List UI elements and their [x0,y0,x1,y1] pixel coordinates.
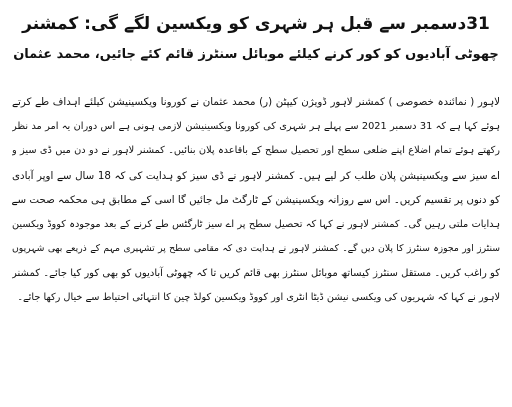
body-line-5: کو دنوں پر تقسیم کریں۔ اس سے روزانہ ویکسینیشن کے ٹارگٹ مل جائیں گا اسی کے مطابق ہی محکمہ صحت سے [12,194,500,206]
body-line-1: لاہور ( نمائندہ خصوصی ) کمشنر لاہور ڈویژن کیپٹن (ر) محمد عثمان نے کورونا ویکسینیشن کیلئے اہداف طے کرتے [12,96,500,108]
body-line-6: ہدایات ملتی رہیں گی۔ کمشنر لاہور نے کہا کہ تحصیل سطح پر اے سیز ٹارگٹس طے کرنے کے بعد موجودہ کووڈ ویکسین [12,218,500,230]
article-headline: 31دسمبر سے قبل ہر شہری کو ویکسین لگے گی: کمشنر [22,14,490,34]
article-body [12,90,500,311]
body-line-4: اے سیز سے ویکسینیشن پلان طلب کر لیے ہیں۔ کمشنر لاہور نے ڈی سیز کو ہدایت کی کہ 18 سال سے اوپر آبادی [12,169,500,182]
body-line-2: ہوئے کہا ہے کہ 31 دسمبر 2021 سے پہلے ہر شہری کی کورونا ویکسینیشن لازمی ہونی ہے اس دوران یہ امر مد نظر [12,120,500,132]
body-line-3: رکھتے ہوئے تمام اضلاع اپنے ضلعی سطح اور تحصیل سطح کے باقاعدہ پلان بنائیں۔ کمشنر لاہور نے دو دن میں ڈی سیز و [12,145,500,156]
body-line-9: لاہور نے کہا کہ شہریوں کی ویکسی نیشن ڈیٹا انٹری اور کووڈ ویکسین کولڈ چین کا انتہائی احتیاط سے خیال رکھا جائے۔ [17,292,500,303]
article-subheadline: چھوٹی آبادیوں کو کور کرنے کیلئے موبائل سنٹرز قائم کئے جائیں، محمد عثمان [13,47,499,62]
body-line-8: کو راغب کریں۔ مستقل سنٹرز کیساتھ موبائل سنٹرز بھی قائم کریں تا کہ چھوٹی آبادیوں کو بھی کور کیا جائے۔ کمشنر [12,267,500,279]
body-line-7: سنٹرز اور مجوزہ سنٹرز کا پلان دیں گے۔ کمشنر لاہور نے ہدایت دی کہ مقامی سطح پر تشہیری مہم کے ذریعے بھی شہریوں [12,243,500,254]
